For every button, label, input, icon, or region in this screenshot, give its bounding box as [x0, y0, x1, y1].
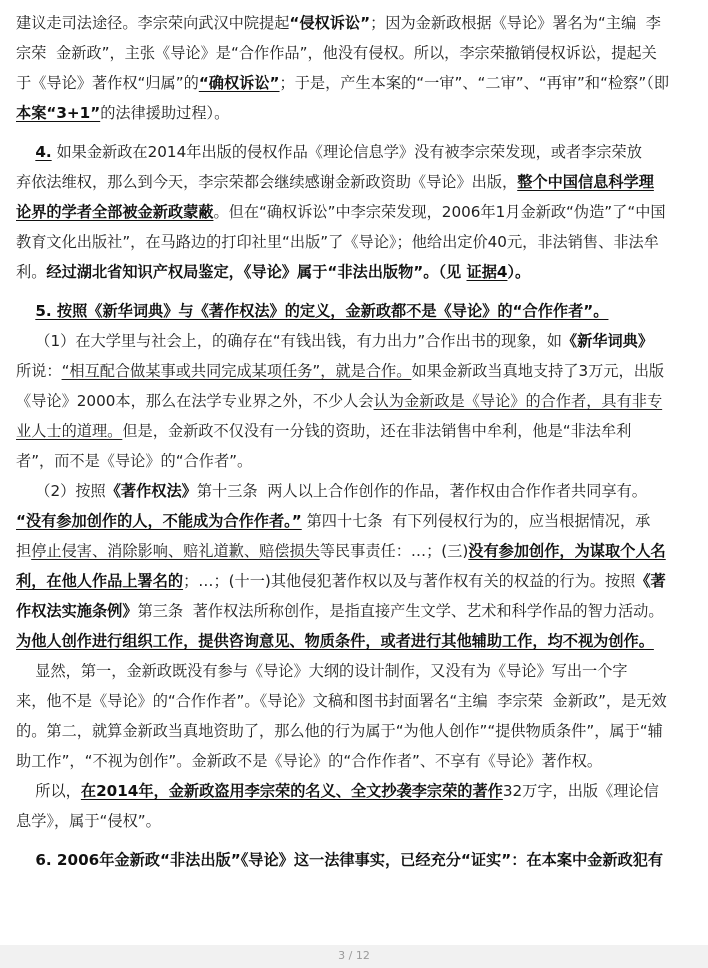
paragraph-spacer — [16, 128, 696, 137]
body-text: 助工作”，“不视为创作”。金新政不是《导论》的“合作作者”、不享有《导论》著作权。 — [16, 752, 603, 770]
underlined-text: “相互配合做某事或共同完成某项任务”，就是合作。 — [61, 362, 412, 380]
text-line — [16, 446, 696, 476]
underlined-text: 认为金新政是《导论》的合作者，具有非专 — [373, 392, 663, 410]
emphasized-text: 论界的学者全部被金新政蒙蔽 — [16, 203, 214, 221]
body-text: 如果金新政当真地支持了3万元，出版 — [411, 362, 665, 380]
body-text: ；因为金新政根据《导论》署名为“主编 李 — [370, 14, 661, 32]
text-line — [16, 326, 696, 356]
body-text: 于《导论》著作权“归属”的 — [16, 74, 199, 92]
emphasized-text: 4. — [35, 143, 52, 161]
underlined-text: 停止侵害、消除影响、赔礼道歉、赔偿损失 — [31, 542, 320, 560]
body-text: 担 — [16, 542, 32, 560]
text-line — [16, 566, 696, 596]
body-text: 第四十七条 有下列侵权行为的，应当根据情况，承 — [301, 512, 651, 530]
text-line — [16, 68, 696, 98]
text-line — [16, 356, 696, 386]
emphasized-text: 作权法实施条例》 — [16, 602, 138, 620]
underlined-text: 业人士的道理。 — [16, 422, 123, 440]
document-body — [16, 8, 696, 875]
text-line — [16, 596, 696, 626]
emphasized-text: 5. 按照《新华词典》与《著作权法》的定义，金新政都不是《导论》的“合作作者”。 — [35, 302, 609, 320]
body-text: 弃依法维权，那么到今天，李宗荣都会继续感谢金新政资助《导论》出版， — [16, 173, 518, 191]
body-text: 32万字，出版《理论信 — [502, 782, 659, 800]
body-text: 。但在“确权诉讼”中李宗荣发现，2006年1月金新政“伪造”了“中国 — [213, 203, 666, 221]
body-text — [16, 302, 35, 320]
body-text: 《导论》2000本，那么在法学专业界之外，不少人会 — [16, 392, 374, 410]
text-line — [16, 8, 696, 38]
text-line — [16, 476, 696, 506]
body-text: 建议走司法途径。李宗荣向武汉中院提起 — [16, 14, 290, 32]
emphasized-text: 《著作权法》 — [105, 482, 197, 500]
text-line — [16, 686, 696, 716]
emphasized-text: 《新华词典》 — [561, 332, 654, 350]
body-text: ；…；(十一)其他侵犯著作权以及与著作权有关的权益的行为。按照 — [183, 572, 636, 590]
body-text: 的。第二，就算金新政当真地资助了，那么他的行为属于“为他人创作”“提供物质条件”，属于“辅 — [16, 722, 663, 740]
text-line — [16, 845, 696, 875]
text-line — [16, 257, 696, 287]
emphasized-text: ）。 — [507, 263, 531, 281]
body-text: 教育文化出版社”，在马路边的打印社里“出版”了《导论》；他给出定价40元，非法销售、非法牟 — [16, 233, 659, 251]
text-line — [16, 197, 696, 227]
body-text: 的法律援助过程）。 — [100, 104, 230, 122]
text-line — [16, 167, 696, 197]
text-line — [16, 746, 696, 776]
text-line — [16, 806, 696, 836]
body-text — [16, 143, 35, 161]
body-text: 等民事责任：…；(三) — [319, 542, 469, 560]
body-text: 但是，金新政不仅没有一分钱的资助，还在非法销售中牟利，他是“非法牟利 — [122, 422, 632, 440]
body-text: 第十三条 两人以上合作创作的作品，著作权由合作作者共同享有。 — [196, 482, 647, 500]
emphasized-text: 6. 2006年金新政“非法出版”《导论》这一法律事实，已经充分“证实”：在本案中金新政犯有 — [35, 851, 664, 869]
page-indicator: 3 / 12 — [338, 949, 370, 962]
emphasized-text: 经过湖北省知识产权局鉴定，《导论》属于“非法出版物”。（见 — [46, 263, 467, 281]
body-text: 者”，而不是《导论》的“合作者”。 — [16, 452, 253, 470]
body-text: 如果金新政在2014年出版的侵权作品《理论信息学》没有被李宗荣发现，或者李宗荣放 — [51, 143, 642, 161]
body-text: 利。 — [16, 263, 47, 281]
body-text: 息学》，属于“侵权”。 — [16, 812, 161, 830]
body-text: （1）在大学里与社会上，的确存在“有钱出钱，有力出力”合作出书的现象，如 — [16, 332, 562, 350]
paragraph — [16, 845, 696, 875]
text-line — [16, 626, 696, 656]
text-line — [16, 656, 696, 686]
emphasized-text: “没有参加创作的人，不能成为合作作者。” — [16, 512, 302, 530]
body-text: 宗荣 金新政”，主张《导论》是“合作作品”，他没有侵权。所以，李宗荣撤销侵权诉讼，提起关 — [16, 44, 657, 62]
text-line — [16, 227, 696, 257]
emphasized-text: 没有参加创作，为谋取个人名 — [468, 542, 666, 560]
body-text: 所说： — [16, 362, 62, 380]
body-text: ；于是，产生本案的“一审”、“二审”、“再审”和“检察”（即 — [279, 74, 670, 92]
text-line — [16, 416, 696, 446]
text-line — [16, 296, 696, 326]
emphasized-text: 利，在他人作品上署名的 — [16, 572, 184, 590]
emphasized-text: 《著 — [635, 572, 666, 590]
text-line — [16, 38, 696, 68]
text-line — [16, 506, 696, 536]
text-line — [16, 386, 696, 416]
text-line — [16, 776, 696, 806]
body-text: 第三条 著作权法所称创作，是指直接产生文学、艺术和科学作品的智力活动。 — [137, 602, 664, 620]
body-text: （2）按照 — [16, 482, 106, 500]
emphasized-text: 整个中国信息科学理 — [517, 173, 654, 191]
emphasized-text: 为他人创作进行组织工作，提供咨询意见、物质条件，或者进行其他辅助工作，均不视为创作。 — [16, 632, 654, 650]
paragraph — [16, 8, 696, 128]
body-text: 来，他不是《导论》的“合作作者”。《导论》文稿和图书封面署名“主编 李宗荣 金新政”，是无效 — [16, 692, 667, 710]
body-text: 显然，第一，金新政既没有参与《导论》大纲的设计制作，又没有为《导论》写出一个字 — [16, 662, 628, 680]
emphasized-text: “侵权诉讼” — [289, 14, 371, 32]
text-line — [16, 716, 696, 746]
body-text: 所以， — [16, 782, 81, 800]
paragraph-spacer — [16, 287, 696, 296]
text-line — [16, 536, 696, 566]
emphasized-text: 证据4 — [466, 263, 508, 281]
paragraph — [16, 137, 696, 287]
body-text — [16, 851, 35, 869]
emphasized-text: “确权诉讼” — [198, 74, 280, 92]
text-line — [16, 137, 696, 167]
paragraph — [16, 296, 696, 836]
paragraph-spacer — [16, 836, 696, 845]
emphasized-text: 在2014年，金新政盗用李宗荣的名义、全文抄袭李宗荣的著作 — [80, 782, 503, 800]
emphasized-text: 本案“3+1” — [16, 104, 101, 122]
text-line — [16, 98, 696, 128]
